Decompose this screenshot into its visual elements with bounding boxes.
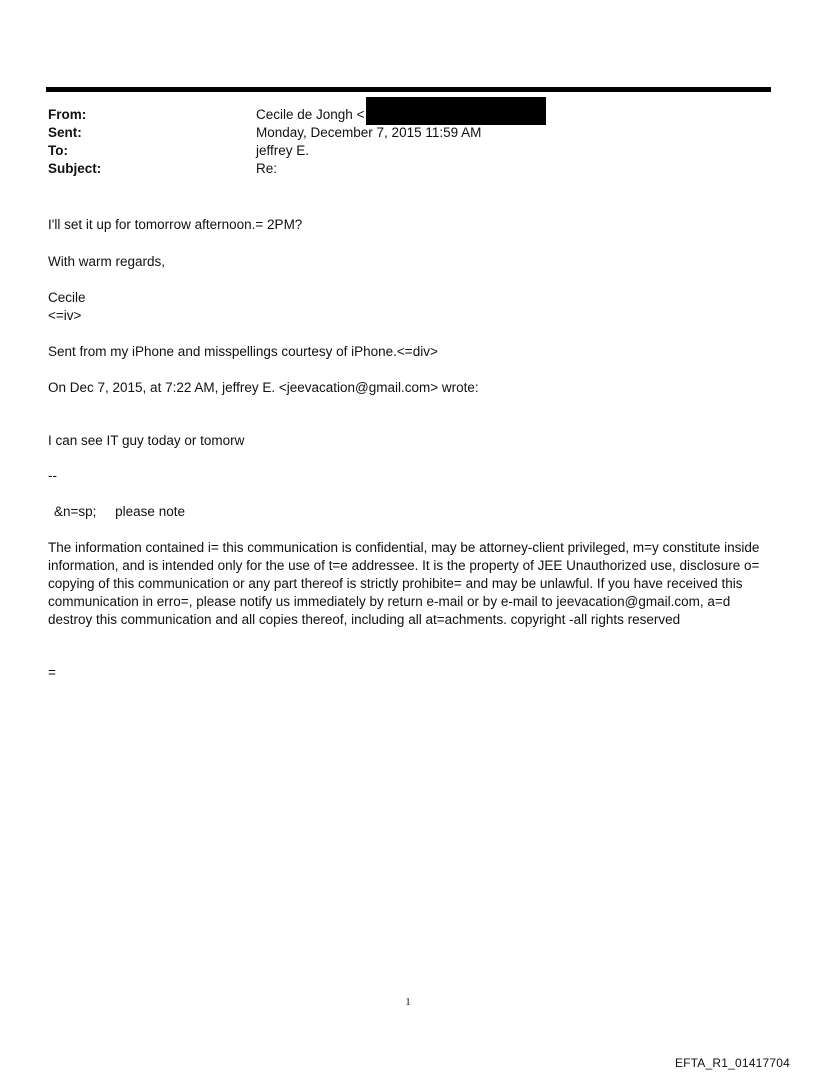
body-line-trailing: = (48, 665, 56, 680)
header-divider (46, 87, 771, 92)
disclaimer-paragraph: The information contained i= this communication is confidential, may be attorney-client privileged, m=y constitute inside information, and is intended only for the use of t=e addressee. It is the property of JEE Unauthorized use, disclosure o= copying of this communication or any part thereof is strictly prohibite= and may be unlawful. If you have received this communication in erro=, please notify us immediately by return e-mail or by e-mail to jeevacation@gmail.com, a=d destroy this communication and all copies thereof, including all at=achments. copyright -all rights reserved (48, 540, 760, 627)
body-line-signature: Cecile (48, 290, 86, 305)
body-line-quoted-message: I can see IT guy today or tomorw (48, 433, 245, 448)
subject-label: Subject: (48, 161, 102, 176)
from-value-wrap (256, 106, 546, 124)
document-id: EFTA_R1_01417704 (674, 1056, 790, 1070)
page-number: 1 (405, 996, 411, 1008)
body-line-quote-header: On Dec 7, 2015, at 7:22 AM, jeffrey E. <jeevacation@gmail.com> wrote: (48, 380, 479, 395)
subject-row (48, 160, 768, 178)
from-label: From: (48, 107, 87, 122)
from-value: Cecile de Jongh < (256, 107, 365, 122)
body-line-note: &n=sp; please note (54, 504, 185, 519)
sent-value: Monday, December 7, 2015 11:59 AM (256, 125, 482, 140)
to-row (48, 142, 768, 160)
body-line-reply: I'll set it up for tomorrow afternoon.= 2PM? (48, 217, 303, 232)
body-line-sent-from: Sent from my iPhone and misspellings courtesy of iPhone.<=div> (48, 344, 438, 359)
body-line-regards: With warm regards, (48, 254, 166, 269)
to-value: jeffrey E. (256, 143, 310, 158)
sent-label: Sent: (48, 125, 82, 140)
body-line-div-artifact: <=iv> (48, 308, 82, 323)
redaction-block (366, 97, 546, 125)
from-row (48, 106, 768, 124)
subject-value: Re: (256, 161, 278, 176)
to-label: To: (48, 143, 68, 158)
body-line-separator: -- (48, 468, 57, 483)
sent-row (48, 124, 768, 142)
email-header (48, 106, 768, 178)
